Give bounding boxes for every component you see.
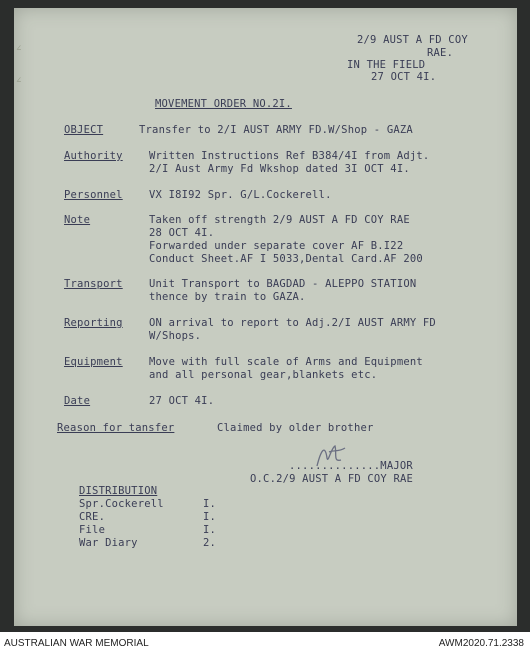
section-text-reporting: ON arrival to report to Adj.2/I AUST ARMY FD [149,317,436,329]
section-text-authority: 2/I Aust Army Fd Wkshop dated 3I OCT 4I. [149,163,410,175]
section-text-equipment: Move with full scale of Arms and Equipment [149,356,423,368]
footer-accession: AWM2020.71.2338 [438,638,524,649]
header-unit: 2/9 AUST A FD COY [357,34,468,46]
section-text-authority: Written Instructions Ref B384/4I from Adjt. [149,150,430,162]
signatory-title: O.C.2/9 AUST A FD COY RAE [250,473,414,485]
reason-value: Claimed by older brother [217,422,374,434]
distribution-name: Spr.Cockerell [79,498,164,510]
distribution-count: I. [203,511,217,523]
section-text-equipment: and all personal gear,blankets etc. [149,369,378,381]
section-label-personnel: Personnel [64,189,123,201]
section-text-object: Transfer to 2/I AUST ARMY FD.W/Shop - GAZA [139,124,413,136]
punch-mark: ∠ [16,44,22,54]
distribution-title: DISTRIBUTION [79,485,158,497]
section-text-note: Taken off strength 2/9 AUST A FD COY RAE [149,214,410,226]
section-label-date: Date [64,395,91,407]
reason-label: Reason for tansfer [57,422,175,434]
section-text-note: 28 OCT 4I. [149,227,215,239]
header-date: 27 OCT 4I. [371,71,437,83]
distribution-name: File [79,524,106,536]
section-text-reporting: W/Shops. [149,330,202,342]
distribution-name: CRE. [79,511,106,523]
section-label-object: OBJECT [64,124,104,136]
distribution-name: War Diary [79,537,138,549]
header-unit-corps: RAE. [427,47,454,59]
section-text-transport: Unit Transport to BAGDAD - ALEPPO STATION [149,278,417,290]
section-label-note: Note [64,214,91,226]
signature-line: ..............MAJOR [289,460,413,472]
section-text-note: Forwarded under separate cover AF B.I22 [149,240,404,252]
section-text-date: 27 OCT 4I. [149,395,215,407]
distribution-count: I. [203,498,217,510]
section-label-authority: Authority [64,150,123,162]
section-label-equipment: Equipment [64,356,123,368]
punch-mark: ∠ [16,76,22,86]
section-label-reporting: Reporting [64,317,123,329]
section-text-transport: thence by train to GAZA. [149,291,306,303]
header-location: IN THE FIELD [347,59,426,71]
section-text-personnel: VX I8I92 Spr. G/L.Cockerell. [149,189,332,201]
section-text-note: Conduct Sheet.AF I 5033,Dental Card.AF 200 [149,253,423,265]
distribution-count: 2. [203,537,217,549]
section-label-transport: Transport [64,278,123,290]
distribution-count: I. [203,524,217,536]
order-title: MOVEMENT ORDER NO.2I. [155,98,292,110]
footer-source: AUSTRALIAN WAR MEMORIAL [4,638,149,649]
